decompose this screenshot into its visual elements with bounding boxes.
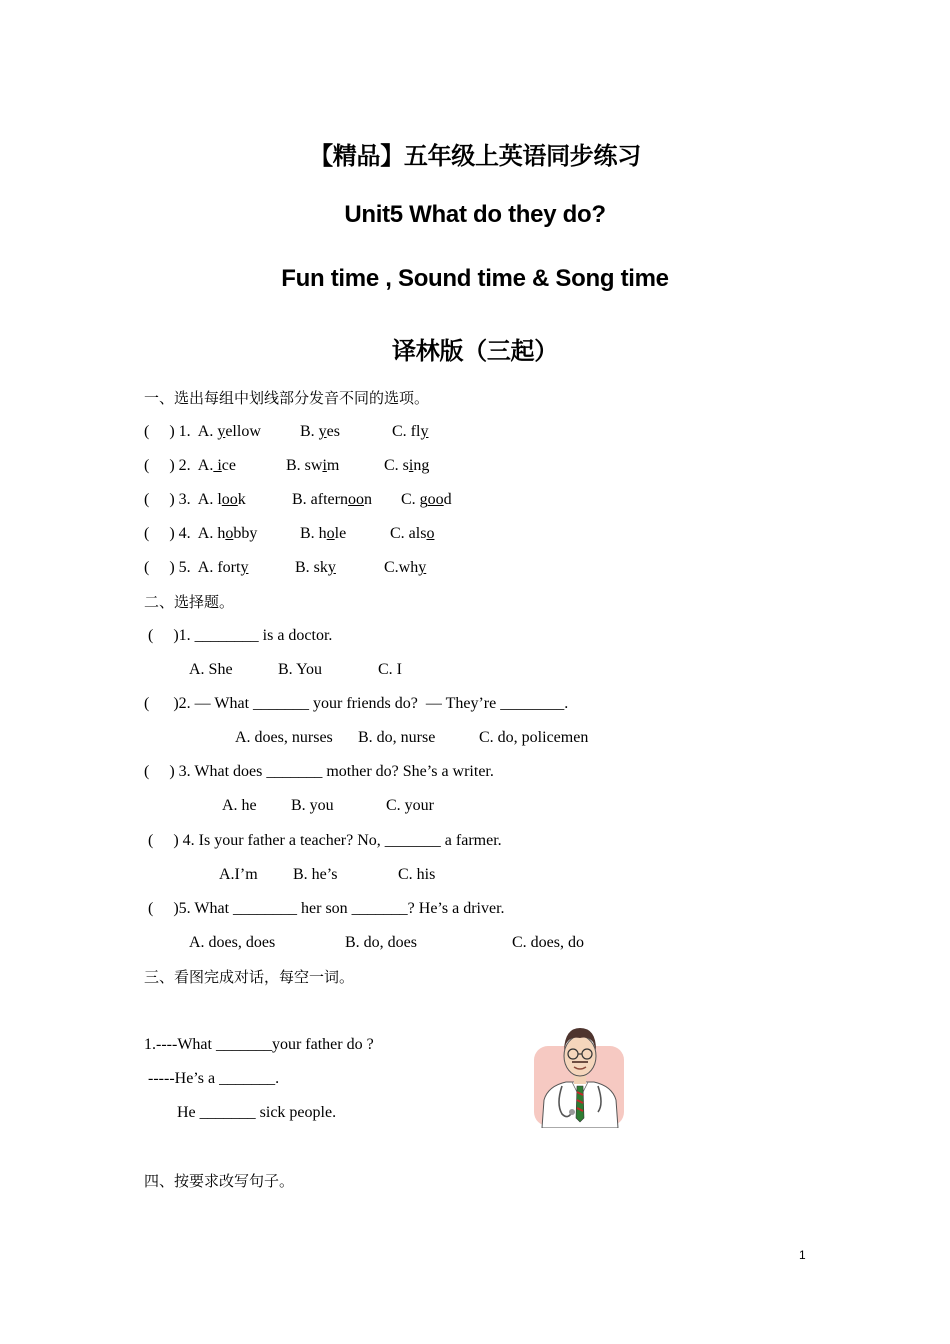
sound-item-4-option-b <box>300 524 346 544</box>
sound-item-5-option-b <box>295 558 336 578</box>
question-5: ( )5. What ________ her son _______? He’s a driver. <box>148 900 505 917</box>
underlined-sound: oo <box>427 491 444 508</box>
underlined-sound: o <box>426 525 435 542</box>
text-segment: B. aftern <box>292 491 348 508</box>
title-unit: Unit5 What do they do? <box>344 201 606 228</box>
text-segment: B. sk <box>295 559 328 576</box>
text-segment: ( ) 5. A. <box>144 559 218 576</box>
text-segment: C.wh <box>384 559 419 576</box>
section2-heading: 二、选择题。 <box>144 593 235 611</box>
underlined-sound: o <box>225 525 234 542</box>
q1-option-c: C. I <box>378 661 402 678</box>
dialog-line-1: 1.----What _______your father do ? <box>144 1036 374 1053</box>
question-4: ( ) 4. Is your father a teacher? No, _______ a farmer. <box>148 832 502 849</box>
doctor-illustration <box>532 1022 628 1128</box>
section4-heading: 四、按要求改写句子。 <box>144 1172 295 1190</box>
q5-option-b: B. do, does <box>345 934 417 951</box>
sound-item-1-option-a <box>144 422 261 442</box>
q3-option-b: B. you <box>291 797 334 814</box>
underlined-sound: y <box>217 423 226 440</box>
q1-option-a: A. She <box>189 661 233 678</box>
underlined-sound: o <box>326 525 335 542</box>
underlined-sound: i <box>322 457 327 474</box>
underlined-sound: y <box>318 423 327 440</box>
sound-item-2-option-c <box>384 456 429 476</box>
text-segment: m <box>326 457 340 474</box>
sound-item-2-option-a <box>144 456 236 476</box>
text-segment: ng <box>413 457 430 474</box>
title-chinese: 【精品】五年级上英语同步练习 <box>309 143 641 170</box>
text-segment: C. als <box>390 525 427 542</box>
question-2: ( )2. — What _______ your friends do? — They’re ________. <box>144 695 569 712</box>
underlined-sound: i <box>213 457 222 474</box>
text-segment: C. s <box>384 457 409 474</box>
text-segment: l <box>217 491 222 508</box>
text-segment: C. fl <box>392 423 421 440</box>
text-segment: h <box>217 525 226 542</box>
q3-option-c: C. your <box>386 797 434 814</box>
text-segment: B. sw <box>286 457 323 474</box>
question-1: ( )1. ________ is a doctor. <box>148 627 333 644</box>
sound-item-4-option-c <box>390 524 434 544</box>
sound-item-3-option-c <box>401 490 452 510</box>
dialog-line-2: -----He’s a _______. <box>148 1070 280 1087</box>
underlined-sound: oo <box>347 491 364 508</box>
text-segment: ce <box>221 457 236 474</box>
sound-item-3-option-b <box>292 490 372 510</box>
sound-item-5-option-a <box>144 558 248 578</box>
q3-option-a: A. he <box>222 797 257 814</box>
underlined-sound: y <box>418 559 427 576</box>
underlined-sound: y <box>327 559 336 576</box>
text-segment: ( ) 1. A. <box>144 423 218 440</box>
text-segment: es <box>326 423 340 440</box>
title-edition: 译林版（三起） <box>392 338 558 365</box>
title-lesson: Fun time , Sound time & Song time <box>281 265 669 292</box>
dialog-line-3: He _______ sick people. <box>177 1104 337 1121</box>
question-3: ( ) 3. What does _______ mother do? She’s a writer. <box>144 763 494 780</box>
sound-item-1-option-b <box>300 422 340 442</box>
sound-item-5-option-c <box>384 558 426 578</box>
underlined-sound: y <box>420 423 429 440</box>
page-number: 1 <box>799 1248 806 1262</box>
sound-item-4-option-a <box>144 524 257 544</box>
q2-option-a: A. does, nurses <box>235 729 333 746</box>
text-segment: k <box>237 491 246 508</box>
text-segment: n <box>363 491 372 508</box>
text-segment: B. <box>300 423 319 440</box>
q2-option-b: B. do, nurse <box>358 729 436 746</box>
text-segment: ( ) 2. A. <box>144 457 214 474</box>
text-segment: fort <box>217 559 241 576</box>
text-segment: ellow <box>225 423 261 440</box>
underlined-sound: i <box>408 457 414 474</box>
text-segment: C. g <box>401 491 428 508</box>
text-segment: bby <box>233 525 258 542</box>
underlined-sound: y <box>240 559 249 576</box>
text-segment: le <box>334 525 347 542</box>
text-segment: ( ) 3. A. <box>144 491 218 508</box>
q5-option-a: A. does, does <box>189 934 276 951</box>
section1-heading: 一、选出每组中划线部分发音不同的选项。 <box>144 389 430 407</box>
text-segment: ( ) 4. A. <box>144 525 218 542</box>
underlined-sound: oo <box>221 491 238 508</box>
q5-option-c: C. does, do <box>512 934 584 951</box>
q4-option-c: C. his <box>398 866 436 883</box>
sound-item-1-option-c <box>392 422 428 442</box>
q4-option-a: A.I’m <box>219 866 258 883</box>
q1-option-b: B. You <box>278 661 323 678</box>
q4-option-b: B. he’s <box>293 866 338 883</box>
text-segment: B. h <box>300 525 327 542</box>
sound-item-3-option-a <box>144 490 246 510</box>
q2-option-c: C. do, policemen <box>479 729 589 746</box>
text-segment: d <box>443 491 452 508</box>
section3-heading: 三、看图完成对话，每空一词。 <box>144 968 355 986</box>
sound-item-2-option-b <box>286 456 339 476</box>
